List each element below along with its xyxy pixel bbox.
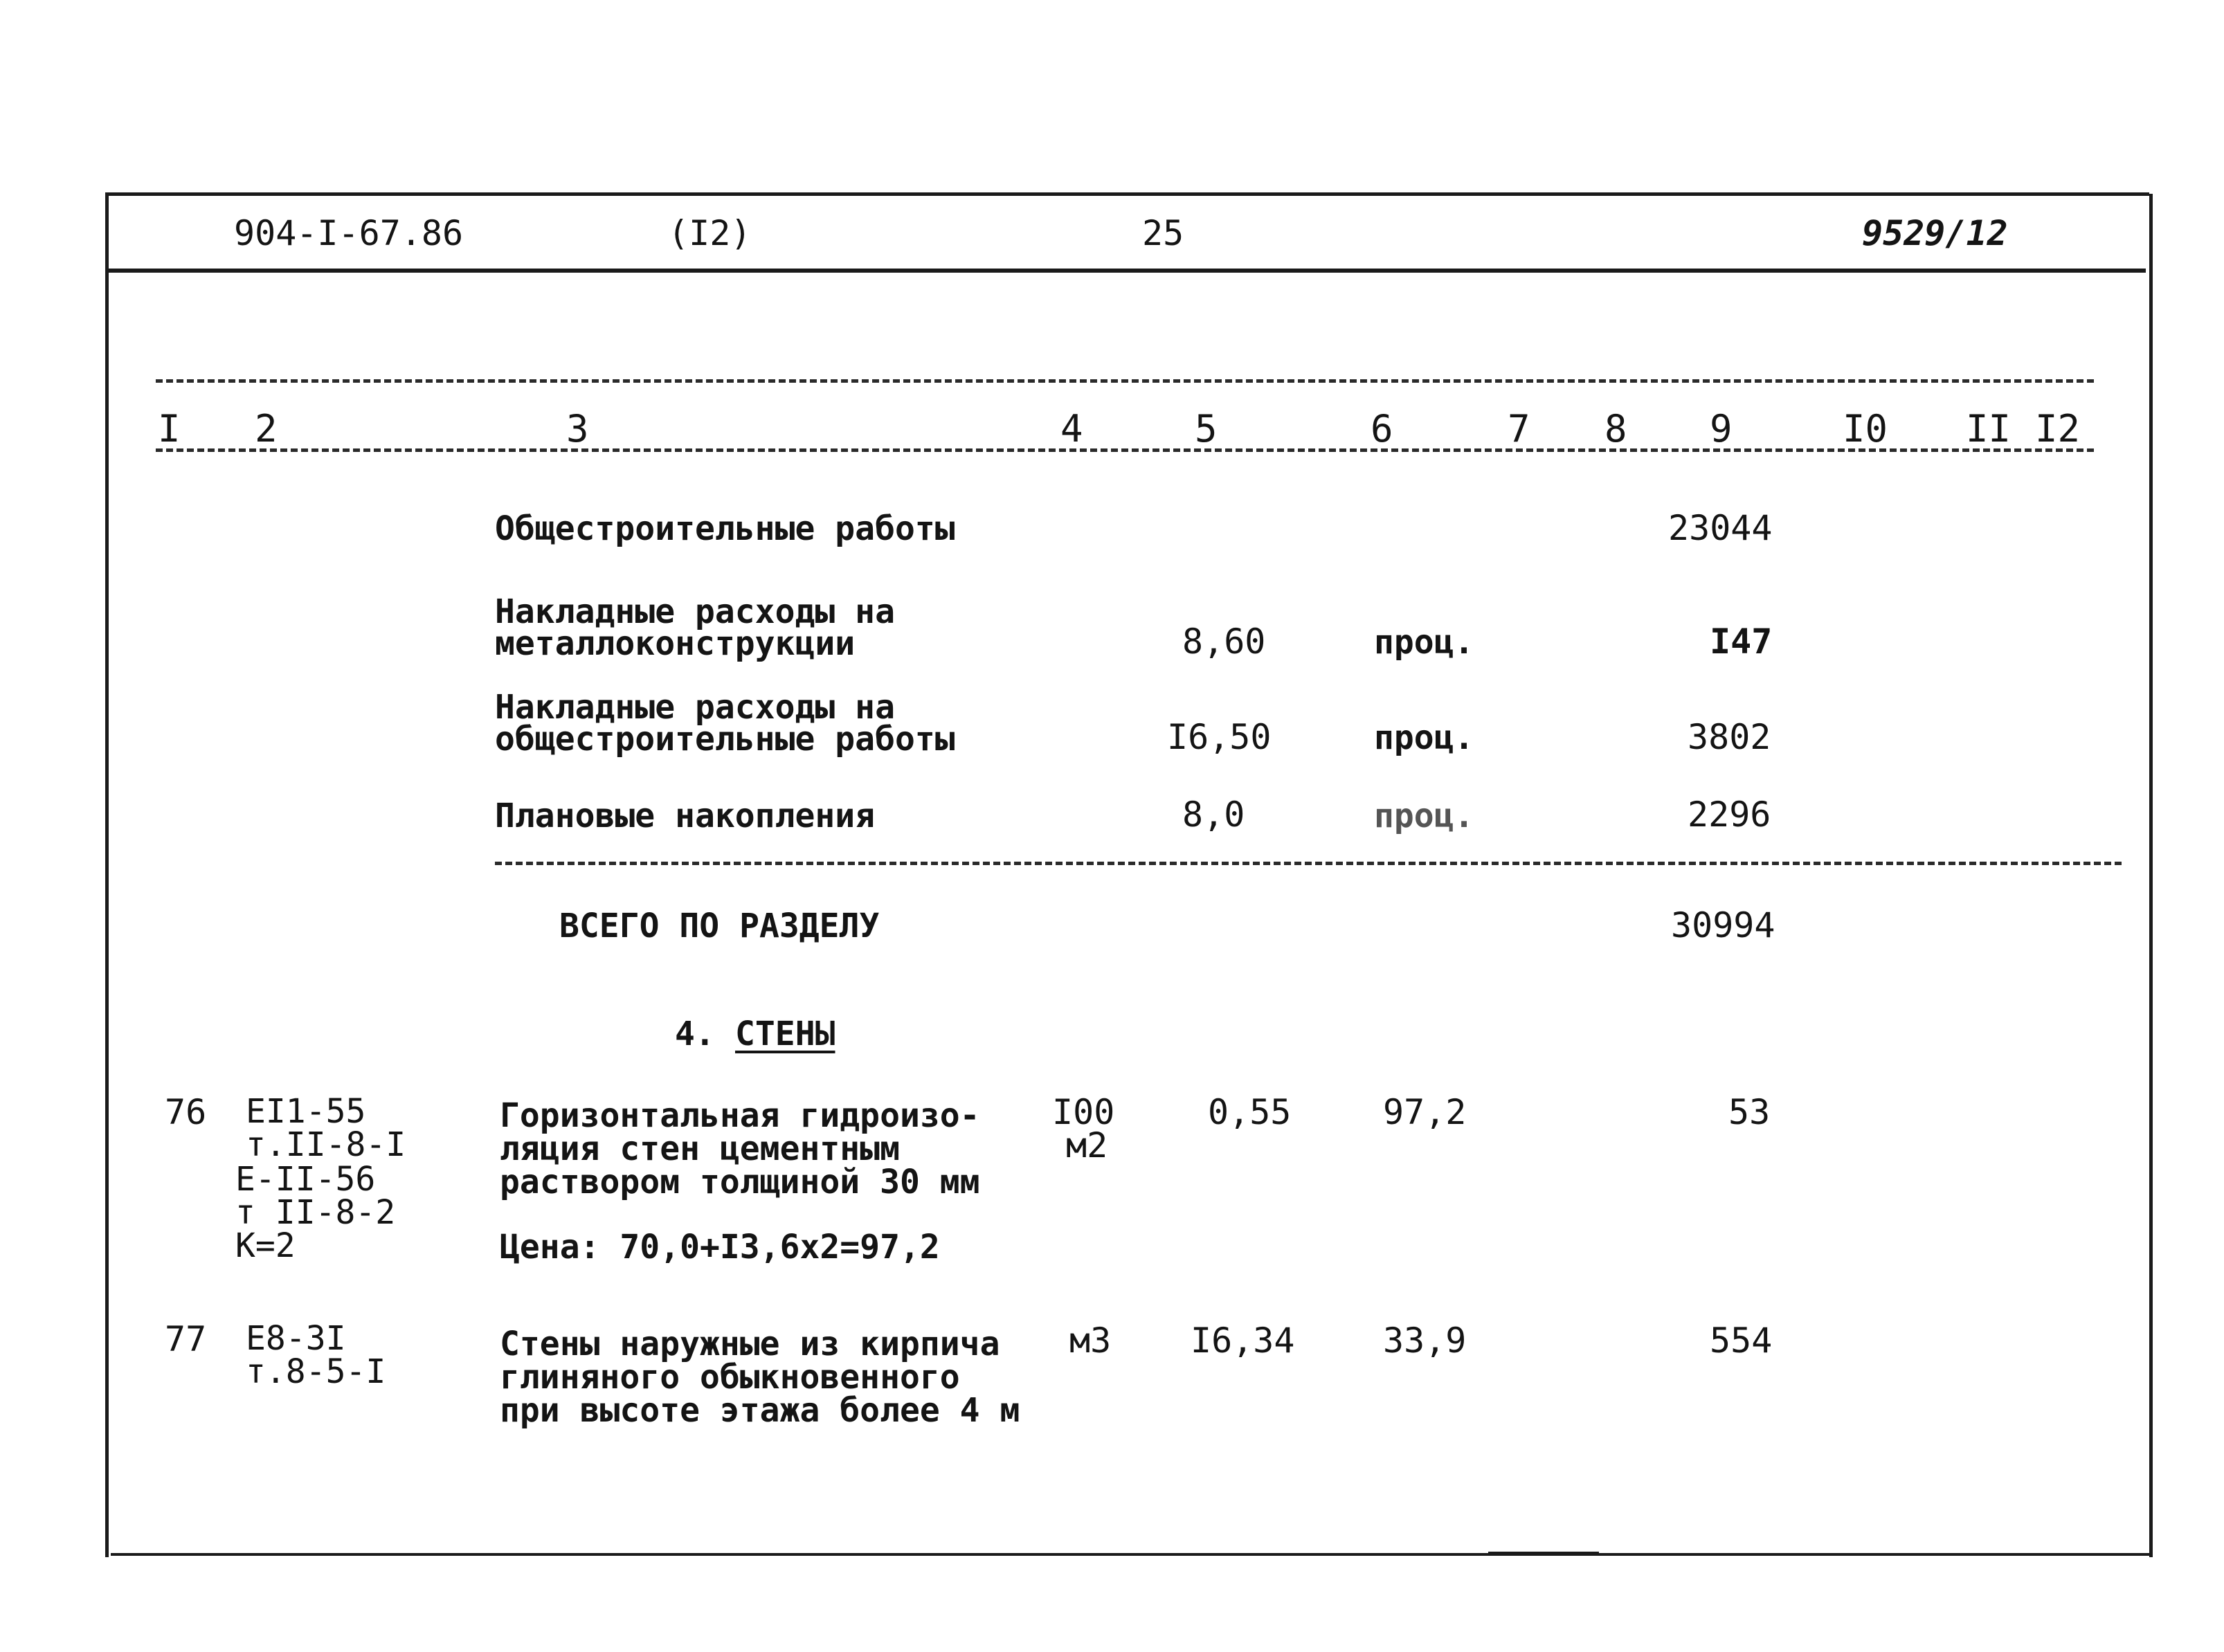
summary-overhead-metal-rate: 8,60 <box>1182 621 1266 662</box>
item-76-number: 76 <box>165 1092 207 1132</box>
summary-overhead-general-total: 3802 <box>1688 717 1771 757</box>
doc-code: 904-I-67.86 <box>234 213 464 253</box>
col-num-5: 5 <box>1195 407 1218 451</box>
summary-overhead-metal-label-2: металлоконструкции <box>495 624 856 663</box>
col-num-1: I <box>158 407 181 451</box>
summary-general-works-label: Общестроительные работы <box>495 509 955 548</box>
summary-overhead-general-unit: проц. <box>1374 718 1474 757</box>
summary-planned-savings-total: 2296 <box>1688 795 1771 835</box>
item-76-desc-2: ляция стен цементным <box>500 1129 900 1168</box>
item-76-desc-1: Горизонтальная гидроизо- <box>500 1096 980 1135</box>
summary-planned-savings-label: Плановые накопления <box>495 797 876 835</box>
item-77-desc-3: при высоте этажа более 4 м <box>500 1391 1020 1430</box>
summary-planned-savings-rate: 8,0 <box>1182 795 1245 835</box>
item-77-total: 554 <box>1710 1320 1773 1361</box>
col-num-9: 9 <box>1710 407 1733 451</box>
col-num-4: 4 <box>1060 407 1083 451</box>
item-77-desc-2: глиняного обыкновенного <box>500 1358 960 1397</box>
item-77-desc-1: Стены наружные из кирпича <box>500 1325 1000 1363</box>
section-total-label: ВСЕГО ПО РАЗДЕЛУ <box>559 907 880 945</box>
item-76-unit-price: 97,2 <box>1383 1092 1467 1132</box>
summary-overhead-general-label-2: общестроительные работы <box>495 720 955 759</box>
col-num-6: 6 <box>1371 407 1393 451</box>
item-77-code-2: т.8-5-I <box>246 1352 386 1391</box>
archive-number: 9529/12 <box>1862 213 2008 253</box>
item-76-unit-1: I00 <box>1052 1092 1115 1132</box>
item-76-total: 53 <box>1728 1092 1771 1132</box>
item-76-desc-3: раствором толщиной 30 мм <box>500 1163 980 1201</box>
col-num-2: 2 <box>255 407 278 451</box>
item-76-quantity: 0,55 <box>1208 1092 1292 1132</box>
item-77-unit-price: 33,9 <box>1383 1320 1467 1361</box>
col-num-8: 8 <box>1604 407 1627 451</box>
section-total-rule <box>495 862 2122 865</box>
item-77-number: 77 <box>165 1319 207 1359</box>
col-num-11: II <box>1966 407 2011 451</box>
item-76-code-4: т II-8-2 <box>235 1193 396 1232</box>
page-frame <box>105 194 2153 1557</box>
section-heading-number: 4. <box>675 1015 715 1053</box>
item-76-code-1: EI1-55 <box>246 1092 366 1131</box>
col-num-10: I0 <box>1843 407 1888 451</box>
summary-general-works-total: 23044 <box>1668 508 1773 548</box>
item-76-code-5: K=2 <box>235 1226 296 1265</box>
page-number: 25 <box>1142 213 1184 253</box>
summary-overhead-metal-label-1: Накладные расходы на <box>495 592 895 631</box>
summary-overhead-metal-total: I47 <box>1710 621 1773 662</box>
col-num-3: 3 <box>566 407 589 451</box>
section-heading-title: СТЕНЫ <box>735 1015 835 1053</box>
item-77-unit: м3 <box>1069 1320 1112 1361</box>
item-76-unit-2: м2 <box>1066 1125 1108 1165</box>
section-total-value: 30994 <box>1671 905 1775 945</box>
item-77-quantity: I6,34 <box>1191 1320 1295 1361</box>
column-header-bottom-rule <box>156 448 2094 452</box>
item-77-code-1: E8-3I <box>246 1319 346 1358</box>
summary-planned-savings-unit: проц. <box>1374 797 1474 835</box>
column-header-top-rule <box>156 379 2094 383</box>
bottom-rule <box>111 1553 2149 1556</box>
col-num-12: I2 <box>2035 407 2081 451</box>
item-76-code-3: E-II-56 <box>235 1160 376 1199</box>
header-rule <box>109 269 2146 273</box>
item-76-code-2: т.II-8-I <box>246 1125 406 1164</box>
bottom-rule-segment <box>1488 1552 1599 1556</box>
summary-overhead-metal-unit: проц. <box>1374 623 1474 662</box>
col-num-7: 7 <box>1508 407 1530 451</box>
item-76-price-note: Цена: 70,0+I3,6x2=97,2 <box>500 1228 940 1267</box>
summary-overhead-general-label-1: Накладные расходы на <box>495 688 895 727</box>
summary-overhead-general-rate: I6,50 <box>1167 717 1272 757</box>
part-number: (I2) <box>668 213 752 253</box>
